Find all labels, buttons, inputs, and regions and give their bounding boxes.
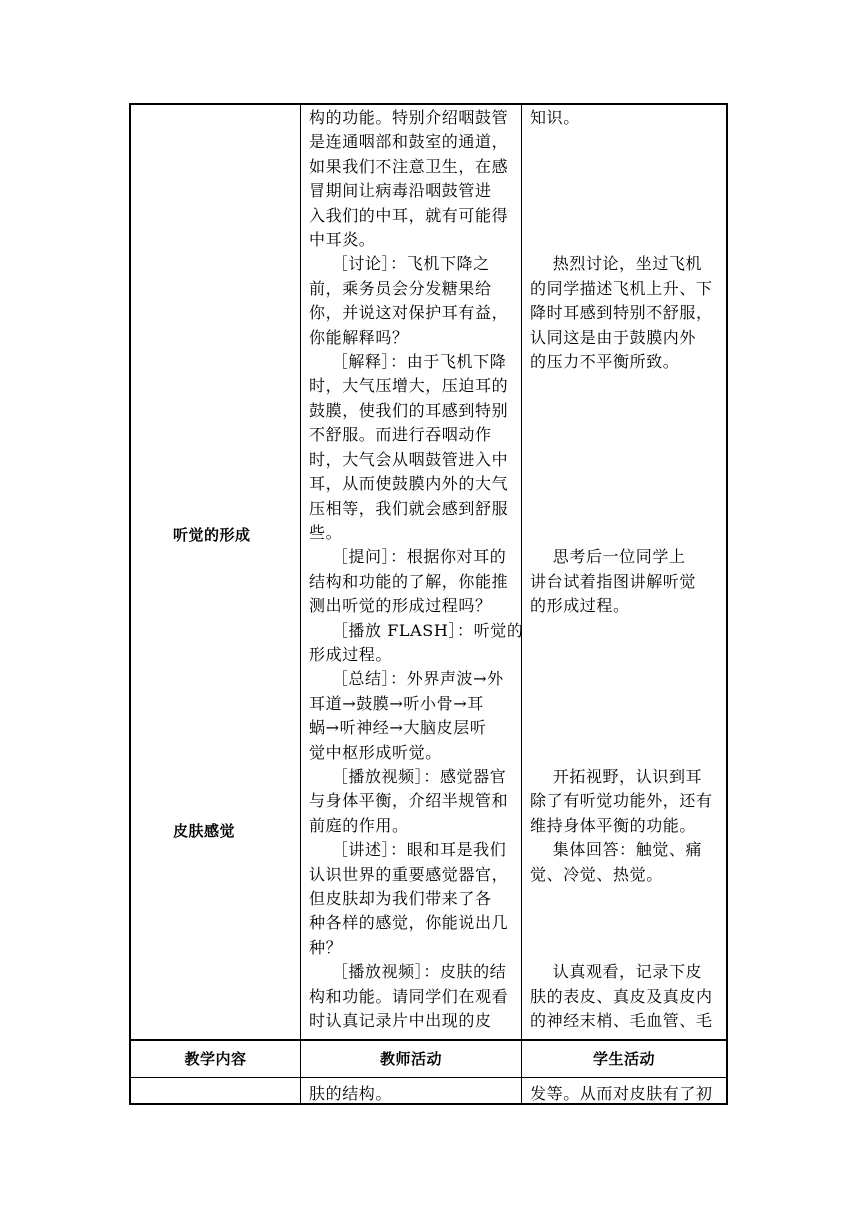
student-line: 除了有听觉功能外，还有 <box>530 791 713 811</box>
teacher-line: 蜗→听神经→大脑皮层听 <box>309 718 487 738</box>
teacher-line: 是连通咽部和鼓室的通道， <box>309 132 509 152</box>
student-line: 认同这是由于鼓膜内外 <box>530 327 697 347</box>
student-line <box>530 521 713 545</box>
teacher-line: ［播放视频］：皮肤的结 <box>309 962 507 982</box>
teacher-line: 鼓膜，使我们的耳感到特别 <box>309 400 509 420</box>
teacher-line: 不舒服。而进行吞咽动作 <box>309 425 492 445</box>
student-line <box>530 423 713 447</box>
teacher-line: 时，大气压增大，压迫耳的 <box>309 376 509 396</box>
header-teaching-content: 教学内容 <box>184 1050 247 1068</box>
student-line <box>530 643 713 667</box>
student-line: 的神经末梢、毛血管、毛 <box>530 1011 713 1031</box>
student-line <box>530 472 713 496</box>
teacher-line: 耳，从而使鼓膜内外的大气 <box>309 474 509 494</box>
teacher-line: 种？ <box>309 937 343 957</box>
student-line <box>530 204 713 228</box>
table-left-border <box>129 103 131 1105</box>
student-line: 的压力不平衡所致。 <box>530 352 680 372</box>
table-right-border <box>726 103 728 1105</box>
teacher-line: 如果我们不注意卫生，在感 <box>309 156 509 176</box>
teacher-line: 认识世界的重要感觉器官， <box>309 864 509 884</box>
teacher-line: 构和功能。请同学们在观看 <box>309 986 509 1006</box>
student-line <box>530 619 713 643</box>
teacher-line: ［播放视频］：感觉器官 <box>309 766 507 786</box>
student-line <box>530 911 713 935</box>
teacher-line: 测出听觉的形成过程吗？ <box>309 596 492 616</box>
student-line: 肤的表皮、真皮及真皮内 <box>530 986 713 1006</box>
teacher-activity-text <box>309 106 523 1033</box>
student-line <box>530 741 713 765</box>
topic-label-skin: 皮肤感觉 <box>173 822 236 840</box>
teacher-line: 但皮肤却为我们带来了各 <box>309 889 492 908</box>
teacher-line: 压相等，我们就会感到舒服 <box>309 498 509 518</box>
student-line <box>530 936 713 960</box>
teacher-line: 你，并说这对保护耳有益， <box>309 303 509 323</box>
student-line <box>530 667 713 691</box>
student-line: 维持身体平衡的功能。 <box>530 815 697 835</box>
student-line <box>530 228 713 252</box>
teacher-line: ［提问］：根据你对耳的 <box>309 547 507 567</box>
teacher-line: 觉中枢形成听觉。 <box>309 742 442 762</box>
teacher-line: 种各样的感觉，你能说出几 <box>309 913 509 933</box>
column-divider-1 <box>300 103 301 1105</box>
teacher-line: ［总结］：外界声波→外 <box>309 669 504 689</box>
student-line <box>530 887 713 911</box>
header-bottom-border <box>129 1077 728 1078</box>
table-top-border <box>129 103 728 105</box>
student-line: 知识。 <box>530 108 580 127</box>
student-line: 的形成过程。 <box>530 596 630 616</box>
teacher-line: 中耳炎。 <box>309 230 376 250</box>
header-student-activity: 学生活动 <box>592 1050 655 1068</box>
teacher-line: 与身体平衡，介绍半规管和 <box>309 791 509 811</box>
student-line <box>530 497 713 521</box>
student-line: 开拓视野，认识到耳 <box>530 766 703 786</box>
student-line <box>530 179 713 203</box>
student-line: 降时耳感到特别不舒服， <box>530 303 713 323</box>
teacher-line: 时，大气会从咽鼓管进入中 <box>309 449 509 469</box>
teacher-line: 耳道→鼓膜→听小骨→耳 <box>309 693 484 713</box>
teacher-line: ［讨论］：飞机下降之 <box>309 254 490 274</box>
student-line <box>530 130 713 154</box>
student-line <box>530 692 713 716</box>
topic-label-hearing: 听觉的形成 <box>173 526 251 544</box>
header-teacher-activity: 教师活动 <box>379 1050 442 1068</box>
last-row-student-text: 发等。从而对皮肤有了初 <box>530 1084 713 1103</box>
teacher-line: ［播放 FLASH］：听觉的 <box>309 620 524 640</box>
student-line <box>530 716 713 740</box>
teacher-line: 结构和功能的了解，你能推 <box>309 571 509 591</box>
teacher-line: 入我们的中耳，就有可能得 <box>309 205 509 225</box>
teacher-line: 形成过程。 <box>309 644 393 664</box>
student-line: 思考后一位同学上 <box>530 547 686 567</box>
teacher-line: 时认真记录片中出现的皮 <box>309 1011 492 1031</box>
student-line: 觉、冷觉、热觉。 <box>530 864 663 884</box>
student-activity-text <box>530 106 713 1033</box>
teacher-line: 前，乘务员会分发糖果给 <box>309 278 492 298</box>
teacher-line: 构的功能。特别介绍咽鼓管 <box>309 108 509 127</box>
teacher-line: ［讲述］：眼和耳是我们 <box>309 840 507 860</box>
student-line: 讲台试着指图讲解听觉 <box>530 571 697 591</box>
student-line <box>530 155 713 179</box>
student-line <box>530 399 713 423</box>
teacher-line: 些。 <box>309 522 343 542</box>
student-line <box>530 374 713 398</box>
teacher-line: 前庭的作用。 <box>309 815 409 835</box>
student-line: 的同学描述飞机上升、下 <box>530 278 713 298</box>
teacher-line: ［解释］：由于飞机下降 <box>309 352 507 372</box>
student-line: 认真观看，记录下皮 <box>530 962 703 982</box>
last-row-teacher-text: 肤的结构。 <box>309 1084 393 1103</box>
student-line: 集体回答：触觉、痛 <box>530 840 703 860</box>
student-line <box>530 448 713 472</box>
teacher-line: 冒期间让病毒沿咽鼓管进 <box>309 181 492 201</box>
teacher-line: 你能解释吗？ <box>309 327 409 347</box>
student-line: 热烈讨论，坐过飞机 <box>530 254 703 274</box>
